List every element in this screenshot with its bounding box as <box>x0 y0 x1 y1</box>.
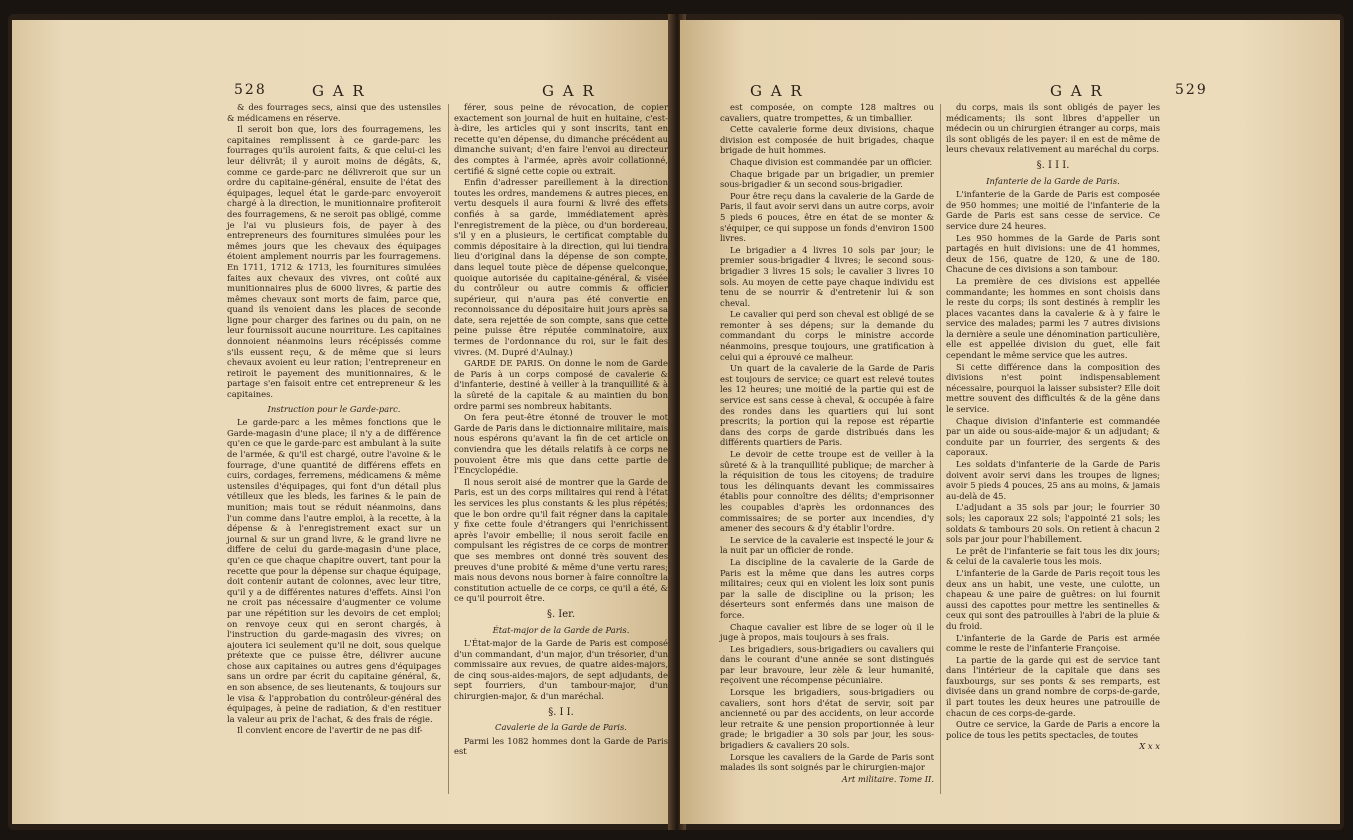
paragraph: Instruction pour le Garde-parc. <box>267 403 401 414</box>
paragraph: La discipline de la cavalerie de la Garde de Paris est la même que dans les autres corps militaires; ceux qui en violent les loix sont punis par la salle de discipline ou la prison; les déserteurs sont enfermés dans une maison de force. <box>720 556 934 620</box>
paragraph: §. Ier. <box>546 608 576 620</box>
paragraph: L'infanterie de la Garde de Paris est composée de 950 hommes; une moitié de l'infanterie de la Garde de Paris est sans cesse de service. Ce service dure 24 heures. <box>946 189 1160 231</box>
right-running-head-1: G A R <box>750 82 804 100</box>
left-page-number: 528 <box>234 82 267 98</box>
paragraph: Chaque cavalier est libre de se loger où il le juge à propos, mais toujours à ses frais. <box>720 621 934 643</box>
open-book <box>8 14 1344 830</box>
right-page <box>680 20 1340 824</box>
paragraph: Cette cavalerie forme deux divisions, chaque division est composée de huit brigades, chaque brigade de huit hommes. <box>720 124 934 156</box>
paragraph: Outre ce service, la Garde de Paris a encore la police de tous les petits spectacles, de toutes <box>946 719 1160 740</box>
right-column-2 <box>946 102 1160 753</box>
right-running-head-2: G A R <box>1050 82 1104 100</box>
paragraph: L'État-major de la Garde de Paris est composé d'un commandant, d'un major, d'un trésorier, d'un commissaire aux revues, de quatre aides-majors, de cinq sous-aides-majors, de sept adjudants, de sept fourriers, d'un tambour-major, d'un chirurgien-major, & d'un maréchal. <box>454 638 668 702</box>
left-column-1 <box>227 102 441 737</box>
left-column-rule <box>448 104 449 794</box>
paragraph: L'infanterie de la Garde de Paris est armée comme le reste de l'infanterie Françoise. <box>946 632 1160 654</box>
right-page-number: 529 <box>1175 82 1208 98</box>
paragraph: Les brigadiers, sous-brigadiers ou cavaliers qui dans le courant d'une année se sont distingués par leur bravoure, leur zèle & leur humanité, reçoivent une récompense pécuniaire. <box>720 643 934 686</box>
paragraph: est composée, on compte 128 maîtres ou cavaliers, quatre trompettes, & un timballier. <box>720 102 934 123</box>
paragraph: Les 950 hommes de la Garde de Paris sont partagés en huit divisions: une de 41 hommes, deux de 156, quatre de 120, & une de 180. Chacune de ces divisions a son tambour. <box>946 232 1160 275</box>
paragraph: La première de ces divisions est appellée commandante; les hommes en sont choisis dans le reste du corps; ils sont destinés à remplir les places vacantes dans la cavalerie & à y faire le service des malades; parmi les 7 autres divisions la dernière a seule une dénomination particulière, elle est appellée division du guet, elle fait cependant le même service que les autres. <box>946 275 1160 361</box>
paragraph: Le cavalier qui perd son cheval est obligé de se remonter à ses dépens; sur la demande du commandant du corps le ministre accorde néanmoins, presque toujours, une gratification à celui qui a éprouvé ce malheur. <box>720 309 934 362</box>
paragraph: On fera peut-être étonné de trouver le mot Garde de Paris dans le dictionnaire militaire, mais nous espérons qu'avant la fin de cet article on conviendra que les détails relatifs à ce corps ne pouvoient être mis que dans cette partie de l'Encyclopédie. <box>454 412 668 476</box>
paragraph: X x x <box>1139 741 1160 752</box>
paragraph: Le garde-parc a les mêmes fonctions que le Garde-magasin d'une place; il n'y a de différence qu'en ce que le garde-parc est ambulant à la suite de l'armée, & qu'il est chargé, outre l'avoine & le fourrage, d'une quantité de différens effets en cuirs, cordages, ferremens, médicamens & même ustensiles d'équipages, qui font d'un détail plus vétilleux que les bleds, les farines & le pain de munition; mais tout se réduit néanmoins, dans l'un comme dans l'autre emploi, à la recette, à la dépense & à l'enregistrement exact sur un journal & sur un grand livre, & le grand livre ne differe de celui du garde-magasin d'une place, qu'en ce que chaque chapitre ouvert, tant pour la recette que pour la dépense sur chaque équipage, doit contenir autant de colonnes, avec leur titre, qu'il y a de différentes natures d'effets. Ainsi l'on ne croit pas nécessaire d'augmenter ce volume par une répétition sur les devoirs de cet emploi; on renvoye ceux qui en seront chargés, à l'instruction du garde-magasin des vivres; on ajoutera ici seulement qu'il ne doit, sous quelque prétexte que ce puisse être, délivrer aucune chose aux capitaines ou autres gens d'équipages sans un ordre par écrit du capitaine général, &, en son absence, de ses lieutenants, & toujours sur le visa & l'approbation du contrôleur-général des équipages, à peine de radiation, & d'en restituer la valeur au prix de l'achat, & des frais de régie. <box>227 417 441 724</box>
paragraph: Les soldats d'infanterie de la Garde de Paris doivent avoir servi dans les troupes de lignes; avoir 5 pieds 4 pouces, 25 ans au moins, & jamais au-delà de 45. <box>946 459 1160 501</box>
paragraph: Chaque brigade par un brigadier, un premier sous-brigadier & un second sous-brigadier. <box>720 168 934 190</box>
paragraph: & des fourrages secs, ainsi que des ustensiles & médicamens en réserve. <box>227 102 441 123</box>
paragraph: férer, sous peine de révocation, de copier exactement son journal de huit en huitaine, c'est-à-dire, les articles qui y sont inscrits, tant en recette qu'en dépense, du dimanche précédent au dimanche suivant; d'en faire l'envoi au directeur des comptes à l'armée, après avoir collationné, certifié & signé cette copie ou extrait. <box>454 102 668 176</box>
paragraph: L'infanterie de la Garde de Paris reçoit tous les deux ans un habit, une veste, une culotte, un chapeau & une paire de guêtres: on lui fournit aussi des capottes pour mettre les sentinelles & ceux qui sont des patrouilles à l'abri de la pluie & du froid. <box>946 567 1160 631</box>
paragraph: Chaque division d'infanterie est commandée par un aide ou sous-aide-major & un adjudant; & conduite par un fourrier, des sergents & des caporaux. <box>946 415 1160 458</box>
paragraph: Pour être reçu dans la cavalerie de la Garde de Paris, il faut avoir servi dans un autre corps, avoir 5 pieds 6 pouces, être en état de se monter & s'équiper, ce qui suppose un fonds d'environ 1500 livres. <box>720 190 934 244</box>
paragraph: Le devoir de cette troupe est de veiller à la sûreté & à la tranquillité publique; de marcher à la réquisition de tous les citoyens; de traduire tous les délinquants devant les commissaires établis pour connoître des délits; d'emprisonner les coupables d'après les ordonnances des commissaires; de se porter aux incendies, d'y amener des secours & d'y établir l'ordre. <box>720 449 934 534</box>
left-running-head-2: G A R <box>542 82 596 100</box>
paragraph: L'adjudant a 35 sols par jour; le fourrier 30 sols; les caporaux 22 sols; l'appointé 21 sols; les soldats & tambours 20 sols. On retient à chacun 2 sols par jour pour l'habillement. <box>946 502 1160 545</box>
left-page <box>12 20 674 824</box>
left-running-head-1: G A R <box>312 82 366 100</box>
paragraph: Il convient encore de l'avertir de ne pas dif- <box>237 725 423 736</box>
paragraph: Le service de la cavalerie est inspecté le jour & la nuit par un officier de ronde. <box>720 534 934 556</box>
paragraph: Enfin d'adresser pareillement à la direction toutes les ordres, mandemens & autres pieces, en vertu desquels il aura fourni & livré des effets confiés à sa garde, immédiatement après l'enregistrement de la pièce, ou d'un bordereau, s'il y en a plusieurs, le certificat comptable du commis dépositaire à la direction, qui lui tiendra lieu d'original dans la dépense de son compte, dans lequel toute pièce de dépense quelconque, quoique autorisée du capitaine-général, & visée du contrôleur ou autre commis & officier supérieur, qui n'aura pas été convertie en reconnoissance du dépositaire huit jours après sa date, sera rejettée de son compte, sans que cette peine puisse être réputée comminatoire, aux termes de l'ordonnance du roi, sur le fait des vivres. (M. Dupré d'Aulnay.) <box>454 177 668 357</box>
paragraph: Parmi les 1082 hommes dont la Garde de Paris est <box>454 735 668 757</box>
paragraph: Le prêt de l'infanterie se fait tous les dix jours; & celui de la cavalerie tous les mois. <box>946 545 1160 567</box>
paragraph: Chaque division est commandée par un officier. <box>730 156 933 167</box>
paragraph: §. I I. <box>548 706 574 718</box>
paragraph: Lorsque les cavaliers de la Garde de Paris sont malades ils sont soignés par le chirurgien-major <box>720 751 934 773</box>
paragraph: Il nous seroit aisé de montrer que la Garde de Paris, est un des corps militaires qui rend à l'état les services les plus constants & les plus répétés; que le bon ordre qu'il fait régner dans la capitale y fixe cette foule d'étrangers qui l'enrichissent après l'avoir embellie; il nous seroit facile en compulsant les régistres de ce corps de montrer que ses membres ont donné très souvent des preuves d'une probité & même d'une vertu rares; mais nous devons nous borner à faire connoître la constitution actuelle de ce corps, ce qu'il a été, & ce qu'il pourroit être. <box>454 476 668 604</box>
paragraph: La partie de la garde qui est de service tant dans l'intérieur de la capitale que dans ses fauxbourgs, sur ses ponts & ses remparts, est divisée dans un grand nombre de corps-de-garde, il part toutes les deux heures une patrouille de chacun de ces corps-de-garde. <box>946 654 1160 718</box>
paragraph: Un quart de la cavalerie de la Garde de Paris est toujours de service; ce quart est relevé toutes les 12 heures; une moitié de la partie qui est de service est sans cesse à cheval, & occupée à faire des rondes dans les quartiers qui lui sont prescrits; la portion qui la repose est répartie dans des corps de garde distribués dans les différents quartiers de Paris. <box>720 363 934 448</box>
paragraph: Le brigadier a 4 livres 10 sols par jour; le premier sous-brigadier 4 livres; le second sous-brigadier 3 livres 15 sols; le cavalier 3 livres 10 sols. Au moyen de cette paye chaque individu est tenu de se nourrir & d'entretenir lui & son cheval. <box>720 244 934 308</box>
paragraph: du corps, mais ils sont obligés de payer les médicaments; ils sont libres d'appeller un médecin ou un chirurgien étranger au corps, mais ils sont obligés de les payer: il en est de même de leurs chevaux relativement au maréchal du corps. <box>946 102 1160 155</box>
right-column-1 <box>720 102 934 785</box>
paragraph: Il seroit bon que, lors des fourragemens, les capitaines remplissent à ce garde-parc les fourrages qu'ils auroient faits, & que celui-ci les leur délivrât; il y auroit moins de dégâts, &, comme ce garde-parc ne délivreroit que sur un ordre du capitaine-général, ensuite de l'état des équipages, lequel état le garde-parc envoyeroit chargé à la direction, le munitionnaire profiteroit des fourragemens, & ne seroit pas obligé, comme je l'ai vu plusieurs fois, de payer à des entrepreneurs des fournitures simulées pour les mêmes jours que les chevaux des équipages étoient amplement nourris par les fourragemens. En 1711, 1712 & 1713, les fournitures simulées faites aux chevaux des vivres, ont coûté aux munitionnaires plus de 6000 livres, & partie des mêmes chevaux sont morts de faim, parce que, quand ils venoient dans les places de seconde ligne pour charger des farines ou du pain, on ne leur fournissoit aucune nourriture. Les capitaines donnoient néanmoins leurs récépissés comme s'ils eussent reçu, & de même que si leurs chevaux avoient eu leur ration; l'entrepreneur en retiroit le payement des munitionnaires, & le partage s'en faisoit entre cet entrepreneur & les capitaines. <box>227 124 441 400</box>
paragraph: Art militaire. Tome II. <box>841 773 934 784</box>
paragraph: Si cette différence dans la composition des divisions n'est point indispensablement nécessaire, pourquoi la laisser subsister? Elle doit mettre souvent des difficultés & de la gêne dans le service. <box>946 361 1160 415</box>
paragraph: État-major de la Garde de Paris. <box>492 624 630 635</box>
paragraph: Lorsque les brigadiers, sous-brigadiers ou cavaliers, sont hors d'état de servir, soit par ancienneté ou par des accidents, on leur accorde leur retraite & une pension proportionnée à leur grade; le brigadier a 30 sols par jour, les sous-brigadiers & cavaliers 20 sols. <box>720 687 934 751</box>
left-column-2 <box>454 102 668 758</box>
paragraph: Infanterie de la Garde de Paris. <box>986 175 1120 186</box>
paragraph: §. I I I. <box>1036 159 1070 171</box>
paragraph: Cavalerie de la Garde de Paris. <box>495 722 627 733</box>
paragraph: GARDE DE PARIS. On donne le nom de Garde de Paris à un corps composé de cavalerie & d'infanterie, destiné à veiller à la tranquillité & à la sûreté de la capitale & au maintien du bon ordre parmi ses nombreux habitants. <box>454 358 668 411</box>
right-column-rule <box>940 104 941 794</box>
